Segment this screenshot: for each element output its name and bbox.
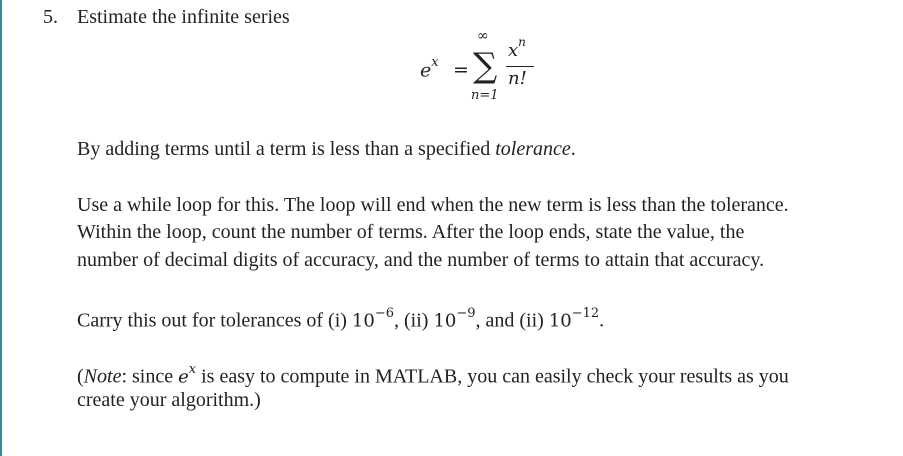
paragraph-note-line-1: (Note: since $e^x$ is easy to compute in MATLAB, you can easily check your results as you [77,362,789,388]
left-margin-rule [0,0,2,456]
question-title: Estimate the infinite series [77,6,290,28]
fraction-bar [506,66,534,67]
sum-lower-limit: n=1 [471,88,499,103]
equals-sign: = [453,59,469,81]
paragraph-tolerance: By adding terms until a term is less than a specified tolerance. [77,138,576,160]
series-equation [420,28,550,108]
paragraph-tolerances: Carry this out for tolerances of (i) $10^{-6}$, (ii) $10^{-9}$, and (ii) $10^{-12}$. [77,306,605,332]
question-number: 5. [43,6,58,28]
summation-sign: ∑ [473,46,498,86]
fraction-numerator: $x^n$ [508,35,526,61]
paragraph-while-loop-line-1: Use a while loop for this. The loop will end when the new term is less than the tolerance. [77,194,789,216]
paragraph-while-loop-line-2: Within the loop, count the number of terms. After the loop ends, state the value, the [77,221,745,243]
sum-upper-limit: ∞ [477,28,489,44]
paragraph-note-line-2: create your algorithm.) [77,389,261,411]
fraction-denominator: n! [508,68,527,89]
paragraph-while-loop-line-3: number of decimal digits of accuracy, and the number of terms to attain that accuracy. [77,249,765,271]
equation-lhs: $e^x$ [420,55,439,82]
